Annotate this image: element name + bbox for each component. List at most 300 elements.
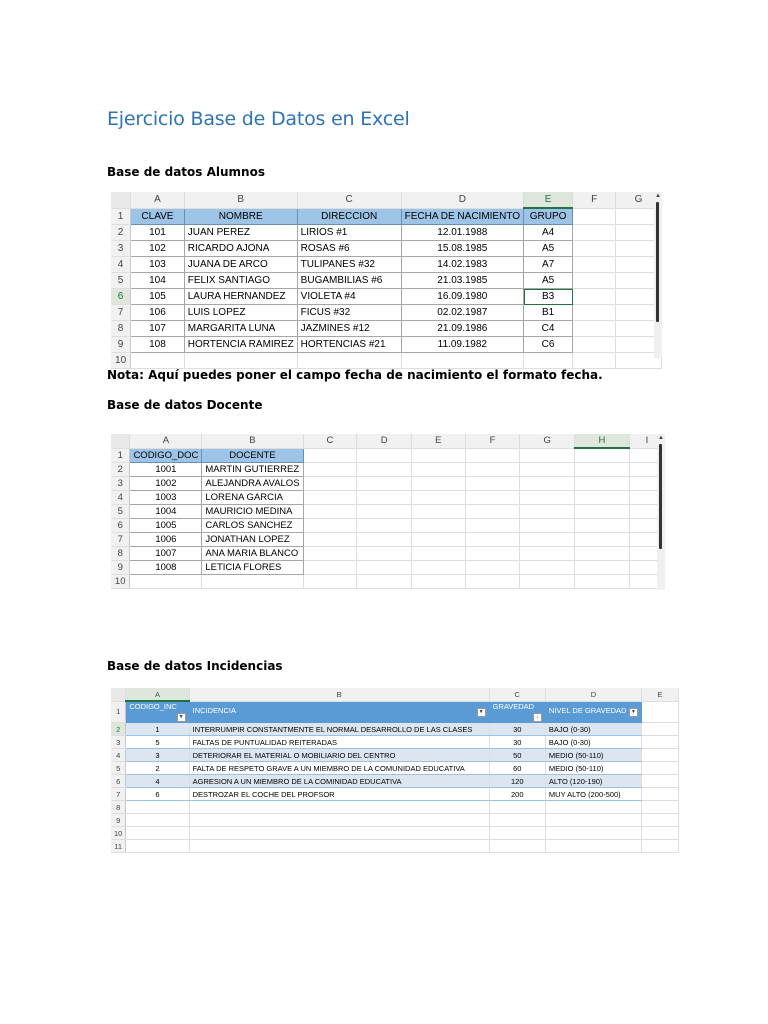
cell[interactable]: 14.02.1983 xyxy=(401,257,523,273)
row-header[interactable]: 9 xyxy=(111,337,131,353)
row-header[interactable]: 4 xyxy=(111,749,126,762)
cell[interactable] xyxy=(520,561,575,575)
cell[interactable] xyxy=(189,840,489,853)
cell[interactable] xyxy=(189,814,489,827)
cell[interactable] xyxy=(641,736,678,749)
column-header[interactable]: A xyxy=(126,688,189,701)
header-cell[interactable] xyxy=(189,701,489,723)
row-header[interactable]: 2 xyxy=(111,225,131,241)
cell[interactable] xyxy=(573,241,616,257)
selected-cell[interactable]: B3 xyxy=(524,289,573,305)
cell[interactable]: 1001 xyxy=(130,463,202,477)
cell[interactable] xyxy=(573,353,616,369)
header-cell[interactable]: CLAVE xyxy=(131,208,185,225)
cell[interactable] xyxy=(520,477,575,491)
row-header[interactable]: 10 xyxy=(111,353,131,369)
cell[interactable] xyxy=(520,519,575,533)
cell[interactable] xyxy=(489,814,545,827)
cell[interactable] xyxy=(411,477,465,491)
column-header[interactable]: G xyxy=(616,192,662,208)
docente-spreadsheet[interactable] xyxy=(111,434,665,590)
filter-dropdown-icon[interactable]: ▼ xyxy=(629,708,638,717)
column-header[interactable]: E xyxy=(641,688,678,701)
table-row xyxy=(111,814,679,827)
column-header[interactable]: A xyxy=(131,192,185,208)
cell[interactable] xyxy=(465,575,520,589)
row-header[interactable]: 10 xyxy=(111,827,126,840)
column-header[interactable]: F xyxy=(573,192,616,208)
scrollbar-thumb[interactable] xyxy=(656,202,659,322)
table-row xyxy=(111,491,665,505)
cell[interactable] xyxy=(575,575,630,589)
cell[interactable] xyxy=(545,840,641,853)
cell[interactable] xyxy=(303,533,357,547)
header-cell[interactable] xyxy=(489,701,545,723)
cell[interactable]: 12.01.1988 xyxy=(401,225,523,241)
vertical-scrollbar[interactable] xyxy=(654,192,662,358)
table-row xyxy=(111,575,665,589)
cell[interactable]: TULIPANES #32 xyxy=(297,257,401,273)
cell[interactable] xyxy=(303,505,357,519)
header-label: GRAVEDAD xyxy=(492,701,535,711)
cell[interactable] xyxy=(401,353,523,369)
row-header[interactable]: 6 xyxy=(111,775,126,788)
cell[interactable] xyxy=(575,505,630,519)
cell[interactable] xyxy=(126,801,189,814)
row-header[interactable]: 5 xyxy=(111,505,130,519)
cell[interactable] xyxy=(126,840,189,853)
cell[interactable] xyxy=(465,491,520,505)
cell[interactable] xyxy=(465,547,520,561)
vertical-scrollbar[interactable] xyxy=(657,434,665,590)
cell[interactable]: A7 xyxy=(524,257,573,273)
row-header[interactable]: 8 xyxy=(111,801,126,814)
column-header[interactable]: A xyxy=(130,434,202,448)
row-header[interactable]: 2 xyxy=(111,723,126,736)
row-header[interactable]: 8 xyxy=(111,321,131,337)
cell[interactable]: MEDIO (50-110) xyxy=(545,762,641,775)
row-header[interactable]: 4 xyxy=(111,491,130,505)
cell[interactable] xyxy=(573,273,616,289)
cell[interactable]: DETERIORAR EL MATERIAL O MOBILIARIO DEL CENTRO xyxy=(189,749,489,762)
cell[interactable] xyxy=(303,575,357,589)
cell[interactable] xyxy=(465,505,520,519)
cell[interactable] xyxy=(520,491,575,505)
header-cell[interactable]: DOCENTE xyxy=(202,448,303,463)
cell[interactable]: 1007 xyxy=(130,547,202,561)
cell[interactable] xyxy=(465,463,520,477)
cell[interactable] xyxy=(520,463,575,477)
table-row xyxy=(111,701,679,723)
cell[interactable] xyxy=(573,337,616,353)
cell[interactable]: 1006 xyxy=(130,533,202,547)
incidencias-grid xyxy=(111,688,679,853)
row-header[interactable]: 1 xyxy=(111,208,131,225)
cell[interactable] xyxy=(357,491,412,505)
cell[interactable] xyxy=(357,505,412,519)
scroll-up-arrow-icon[interactable]: ▲ xyxy=(655,193,661,199)
table-row xyxy=(111,547,665,561)
cell[interactable] xyxy=(641,814,678,827)
cell[interactable] xyxy=(411,491,465,505)
cell[interactable]: 60 xyxy=(489,762,545,775)
cell[interactable] xyxy=(520,505,575,519)
header-label: INCIDENCIA xyxy=(192,706,236,716)
cell[interactable] xyxy=(303,463,357,477)
cell[interactable] xyxy=(545,827,641,840)
cell[interactable]: ROSAS #6 xyxy=(297,241,401,257)
cell[interactable]: 108 xyxy=(131,337,185,353)
cell[interactable] xyxy=(357,448,412,463)
cell[interactable]: DESTROZAR EL COCHE DEL PROFSOR xyxy=(189,788,489,801)
cell[interactable]: A5 xyxy=(524,273,573,289)
column-header[interactable]: C xyxy=(297,192,401,208)
cell[interactable] xyxy=(357,561,412,575)
table-row xyxy=(111,273,662,289)
row-header[interactable]: 5 xyxy=(111,273,131,289)
cell[interactable]: 1002 xyxy=(130,477,202,491)
table-row xyxy=(111,225,662,241)
header-cell[interactable] xyxy=(126,701,189,723)
cell[interactable]: BAJO (0-30) xyxy=(545,723,641,736)
cell[interactable] xyxy=(573,208,616,225)
row-header[interactable]: 10 xyxy=(111,575,130,589)
cell[interactable] xyxy=(411,463,465,477)
cell[interactable] xyxy=(357,463,412,477)
cell[interactable] xyxy=(465,519,520,533)
select-all-corner[interactable] xyxy=(111,688,126,701)
cell[interactable]: 21.09.1986 xyxy=(401,321,523,337)
cell[interactable] xyxy=(357,533,412,547)
cell[interactable]: 16.09.1980 xyxy=(401,289,523,305)
cell[interactable] xyxy=(545,801,641,814)
cell[interactable] xyxy=(126,814,189,827)
docente-grid xyxy=(111,434,665,589)
cell[interactable] xyxy=(411,448,465,463)
row-header[interactable]: 6 xyxy=(111,519,130,533)
cell[interactable] xyxy=(202,575,303,589)
cell[interactable] xyxy=(520,448,575,463)
column-header[interactable]: C xyxy=(489,688,545,701)
cell[interactable]: 120 xyxy=(489,775,545,788)
table-row xyxy=(111,775,679,788)
cell[interactable]: A5 xyxy=(524,241,573,257)
cell[interactable]: FALTA DE RESPETO GRAVE A UN MIEMBRO DE LA COMUNIDAD EDUCATIVA xyxy=(189,762,489,775)
row-header[interactable]: 3 xyxy=(111,241,131,257)
table-row xyxy=(111,477,665,491)
row-header[interactable]: 7 xyxy=(111,305,131,321)
cell[interactable]: FELIX SANTIAGO xyxy=(184,273,297,289)
cell[interactable]: BAJO (0-30) xyxy=(545,736,641,749)
cell[interactable]: ALEJANDRA AVALOS xyxy=(202,477,303,491)
column-header[interactable]: H xyxy=(575,434,630,448)
cell[interactable]: 5 xyxy=(126,736,189,749)
incidencias-spreadsheet[interactable] xyxy=(111,688,679,851)
cell[interactable]: BUGAMBILIAS #6 xyxy=(297,273,401,289)
cell[interactable] xyxy=(575,561,630,575)
cell[interactable]: 1005 xyxy=(130,519,202,533)
cell[interactable]: 3 xyxy=(126,749,189,762)
header-cell[interactable]: CODIGO_DOC xyxy=(130,448,202,463)
cell[interactable] xyxy=(573,257,616,273)
table-row xyxy=(111,289,662,305)
cell[interactable]: CARLOS SANCHEZ xyxy=(202,519,303,533)
column-header-row xyxy=(111,688,679,701)
cell[interactable] xyxy=(575,533,630,547)
alumnos-heading: Base de datos Alumnos xyxy=(107,165,265,179)
column-header[interactable]: D xyxy=(401,192,523,208)
cell[interactable]: 2 xyxy=(126,762,189,775)
filter-dropdown-icon[interactable]: ▼ xyxy=(477,708,486,717)
cell[interactable]: INTERRUMPIR CONSTANTMENTE EL NORMAL DESARROLLO DE LAS CLASES xyxy=(189,723,489,736)
cell[interactable] xyxy=(411,505,465,519)
cell[interactable] xyxy=(303,561,357,575)
column-header[interactable]: E xyxy=(524,192,573,208)
cell[interactable]: AGRESION A UN MIEMBRO DE LA COMINIDAD EDUCATIVA xyxy=(189,775,489,788)
cell[interactable] xyxy=(357,477,412,491)
cell[interactable]: JAZMINES #12 xyxy=(297,321,401,337)
cell[interactable] xyxy=(575,463,630,477)
cell[interactable]: ANA MARIA BLANCO xyxy=(202,547,303,561)
header-cell[interactable]: FECHA DE NACIMIENTO xyxy=(401,208,523,225)
cell[interactable]: FICUS #32 xyxy=(297,305,401,321)
cell[interactable]: 1003 xyxy=(130,491,202,505)
table-row xyxy=(111,519,665,533)
cell[interactable]: 1008 xyxy=(130,561,202,575)
cell[interactable] xyxy=(131,353,185,369)
row-header[interactable]: 9 xyxy=(111,814,126,827)
table-row xyxy=(111,762,679,775)
row-header[interactable]: 3 xyxy=(111,477,130,491)
cell[interactable]: 30 xyxy=(489,723,545,736)
cell[interactable]: 6 xyxy=(126,788,189,801)
cell[interactable] xyxy=(489,840,545,853)
cell[interactable]: C4 xyxy=(524,321,573,337)
cell[interactable] xyxy=(303,477,357,491)
column-header[interactable]: I xyxy=(629,434,664,448)
cell[interactable] xyxy=(575,477,630,491)
cell[interactable] xyxy=(573,321,616,337)
cell[interactable] xyxy=(465,533,520,547)
column-header-row xyxy=(111,192,662,208)
cell[interactable]: MAURICIO MEDINA xyxy=(202,505,303,519)
cell[interactable] xyxy=(520,547,575,561)
filter-dropdown-icon[interactable]: ▼ xyxy=(177,713,186,722)
column-header[interactable]: B xyxy=(202,434,303,448)
header-label: CODIGO_INC xyxy=(129,702,177,711)
cell[interactable] xyxy=(184,353,297,369)
cell[interactable]: LAURA HERNANDEZ xyxy=(184,289,297,305)
table-row xyxy=(111,448,665,463)
header-cell[interactable]: DIRECCION xyxy=(297,208,401,225)
select-all-corner[interactable] xyxy=(111,434,130,448)
column-header[interactable]: B xyxy=(184,192,297,208)
cell[interactable] xyxy=(489,827,545,840)
cell[interactable]: MARTIN GUTIERREZ xyxy=(202,463,303,477)
cell[interactable]: LORENA GARCIA xyxy=(202,491,303,505)
cell[interactable] xyxy=(489,801,545,814)
cell[interactable] xyxy=(641,840,678,853)
cell[interactable] xyxy=(524,353,573,369)
alumnos-grid xyxy=(111,192,662,369)
cell[interactable] xyxy=(641,723,678,736)
cell[interactable] xyxy=(303,519,357,533)
select-all-corner[interactable] xyxy=(111,192,131,208)
cell[interactable]: 11.09.1982 xyxy=(401,337,523,353)
cell[interactable]: LIRIOS #1 xyxy=(297,225,401,241)
table-row xyxy=(111,788,679,801)
cell[interactable] xyxy=(575,519,630,533)
header-cell[interactable] xyxy=(545,701,641,723)
table-row xyxy=(111,505,665,519)
cell[interactable]: FALTAS DE PUNTUALIDAD REITERADAS xyxy=(189,736,489,749)
cell[interactable] xyxy=(303,448,357,463)
table-row xyxy=(111,337,662,353)
row-header[interactable]: 1 xyxy=(111,701,126,723)
cell[interactable] xyxy=(130,575,202,589)
cell[interactable] xyxy=(411,561,465,575)
cell[interactable] xyxy=(303,547,357,561)
row-header[interactable]: 6 xyxy=(111,289,131,305)
cell[interactable]: 30 xyxy=(489,736,545,749)
row-header[interactable]: 3 xyxy=(111,736,126,749)
cell[interactable]: VIOLETA #4 xyxy=(297,289,401,305)
cell[interactable]: 02.02.1987 xyxy=(401,305,523,321)
row-header[interactable]: 2 xyxy=(111,463,130,477)
cell[interactable] xyxy=(641,775,678,788)
row-header[interactable]: 1 xyxy=(111,448,130,463)
cell[interactable] xyxy=(189,827,489,840)
cell[interactable] xyxy=(641,788,678,801)
column-header[interactable]: D xyxy=(357,434,412,448)
alumnos-spreadsheet[interactable] xyxy=(111,192,662,366)
cell[interactable] xyxy=(641,701,678,723)
cell[interactable] xyxy=(573,305,616,321)
column-header[interactable]: C xyxy=(303,434,357,448)
cell[interactable]: B1 xyxy=(524,305,573,321)
table-row xyxy=(111,723,679,736)
cell[interactable]: 1004 xyxy=(130,505,202,519)
cell[interactable] xyxy=(411,575,465,589)
cell[interactable] xyxy=(520,533,575,547)
cell[interactable]: 50 xyxy=(489,749,545,762)
cell[interactable] xyxy=(303,491,357,505)
cell[interactable] xyxy=(520,575,575,589)
cell[interactable]: JONATHAN LOPEZ xyxy=(202,533,303,547)
table-row xyxy=(111,321,662,337)
column-header[interactable]: D xyxy=(545,688,641,701)
column-header[interactable]: E xyxy=(411,434,465,448)
cell[interactable] xyxy=(641,827,678,840)
cell[interactable] xyxy=(357,575,412,589)
row-header[interactable]: 7 xyxy=(111,788,126,801)
cell[interactable]: LUIS LOPEZ xyxy=(184,305,297,321)
cell[interactable]: JUANA DE ARCO xyxy=(184,257,297,273)
cell[interactable]: 4 xyxy=(126,775,189,788)
cell[interactable]: 103 xyxy=(131,257,185,273)
cell[interactable] xyxy=(411,519,465,533)
cell[interactable] xyxy=(357,519,412,533)
row-header[interactable]: 5 xyxy=(111,762,126,775)
table-row xyxy=(111,827,679,840)
scrollbar-thumb[interactable] xyxy=(659,444,662,549)
cell[interactable] xyxy=(641,762,678,775)
row-header[interactable]: 4 xyxy=(111,257,131,273)
cell[interactable]: JUAN PEREZ xyxy=(184,225,297,241)
cell[interactable] xyxy=(545,814,641,827)
column-header[interactable]: F xyxy=(465,434,520,448)
table-row xyxy=(111,749,679,762)
cell[interactable]: RICARDO AJONA xyxy=(184,241,297,257)
cell[interactable]: 101 xyxy=(131,225,185,241)
cell[interactable] xyxy=(575,491,630,505)
cell[interactable]: 104 xyxy=(131,273,185,289)
cell[interactable]: MARGARITA LUNA xyxy=(184,321,297,337)
cell[interactable] xyxy=(297,353,401,369)
column-header-row xyxy=(111,434,665,448)
cell[interactable]: 102 xyxy=(131,241,185,257)
cell[interactable] xyxy=(575,547,630,561)
cell[interactable]: 106 xyxy=(131,305,185,321)
cell[interactable]: ALTO (120-190) xyxy=(545,775,641,788)
table-row xyxy=(111,241,662,257)
cell[interactable] xyxy=(575,448,630,463)
column-header[interactable]: G xyxy=(520,434,575,448)
sort-filter-icon[interactable]: ↓ xyxy=(533,713,542,722)
cell[interactable]: MUY ALTO (200-500) xyxy=(545,788,641,801)
header-cell[interactable]: GRUPO xyxy=(524,208,573,225)
table-row xyxy=(111,305,662,321)
cell[interactable]: 105 xyxy=(131,289,185,305)
cell[interactable] xyxy=(641,749,678,762)
cell[interactable]: 107 xyxy=(131,321,185,337)
cell[interactable]: 15.08.1985 xyxy=(401,241,523,257)
cell[interactable]: MEDIO (50-110) xyxy=(545,749,641,762)
document-title: Ejercicio Base de Datos en Excel xyxy=(107,108,410,130)
cell[interactable]: HORTENCIA RAMIREZ xyxy=(184,337,297,353)
cell[interactable] xyxy=(357,547,412,561)
table-row xyxy=(111,353,662,369)
cell[interactable] xyxy=(411,547,465,561)
cell[interactable]: 21.03.1985 xyxy=(401,273,523,289)
cell[interactable] xyxy=(573,225,616,241)
row-header[interactable]: 8 xyxy=(111,547,130,561)
cell[interactable] xyxy=(641,801,678,814)
cell[interactable]: C6 xyxy=(524,337,573,353)
cell[interactable] xyxy=(465,448,520,463)
nota-text: Nota: Aquí puedes poner el campo fecha de nacimiento el formato fecha. xyxy=(107,368,603,382)
table-row xyxy=(111,801,679,814)
table-row xyxy=(111,463,665,477)
cell[interactable]: HORTENCIAS #21 xyxy=(297,337,401,353)
cell[interactable]: A4 xyxy=(524,225,573,241)
cell[interactable] xyxy=(465,477,520,491)
cell[interactable]: LETICIA FLORES xyxy=(202,561,303,575)
cell[interactable] xyxy=(189,801,489,814)
cell[interactable] xyxy=(465,561,520,575)
row-header[interactable]: 7 xyxy=(111,533,130,547)
row-header[interactable]: 11 xyxy=(111,840,126,853)
header-cell[interactable]: NOMBRE xyxy=(184,208,297,225)
scroll-up-arrow-icon[interactable]: ▲ xyxy=(658,435,664,441)
row-header[interactable]: 9 xyxy=(111,561,130,575)
cell[interactable]: 200 xyxy=(489,788,545,801)
cell[interactable]: 1 xyxy=(126,723,189,736)
cell[interactable] xyxy=(573,289,616,305)
cell[interactable] xyxy=(411,533,465,547)
cell[interactable] xyxy=(126,827,189,840)
column-header[interactable]: B xyxy=(189,688,489,701)
